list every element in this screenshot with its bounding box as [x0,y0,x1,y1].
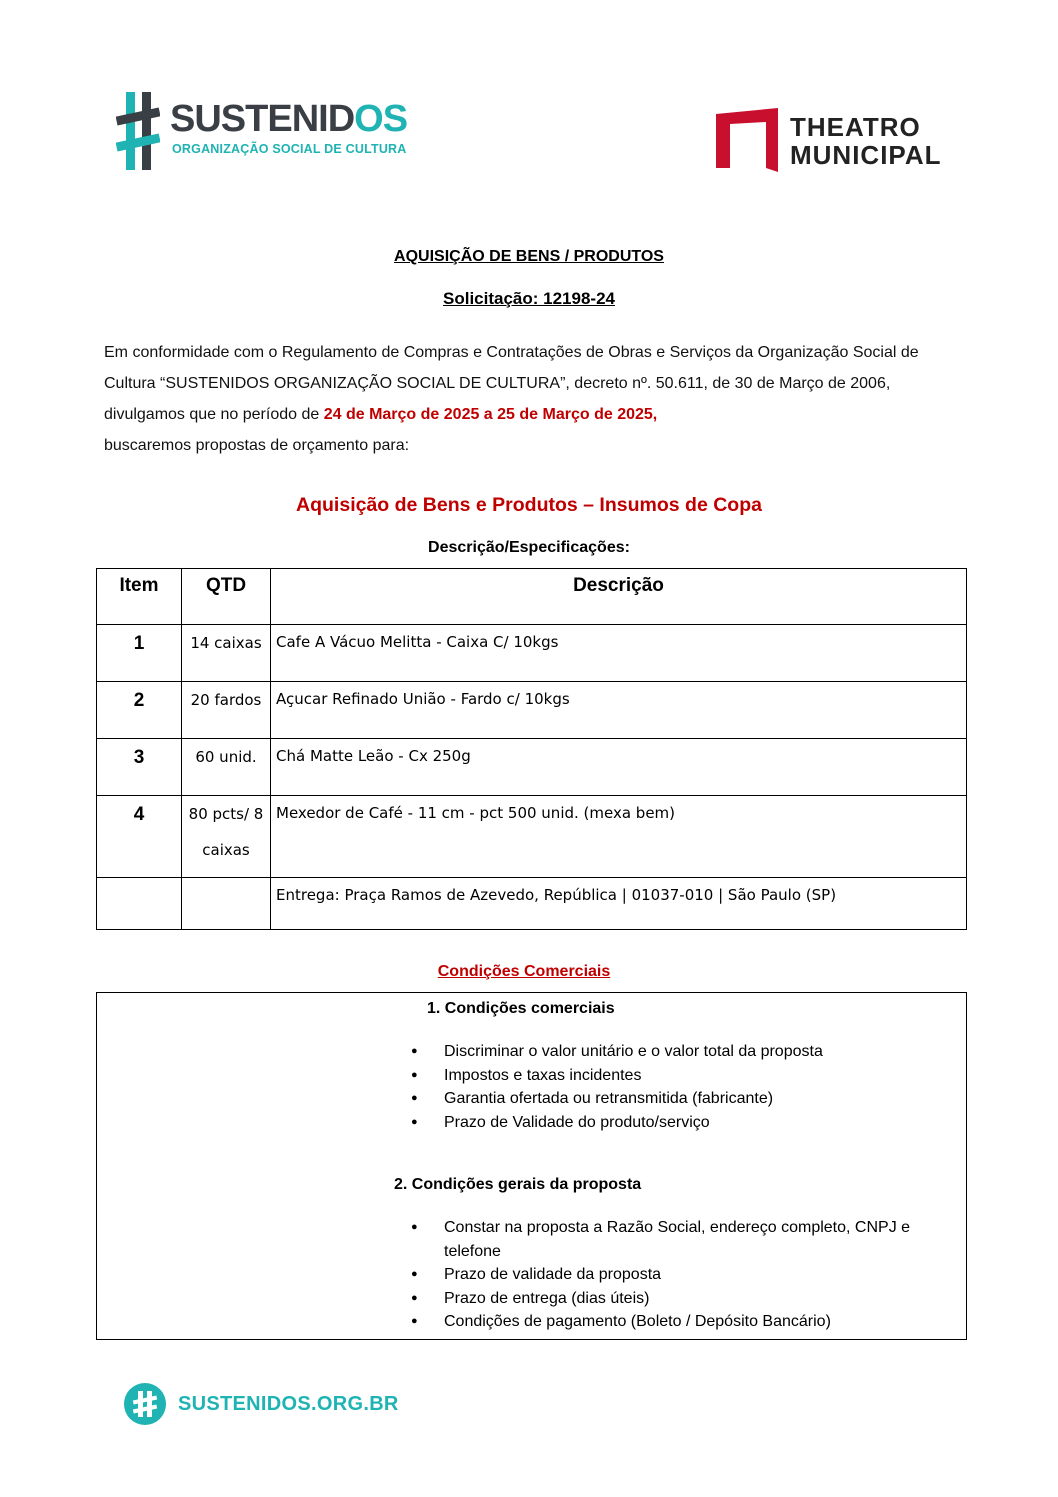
item-number: 4 [97,796,182,878]
item-qtd: 60 unid. [182,739,271,796]
list-item: ● Prazo de validade da proposta [411,1263,951,1287]
hash-logo-icon [116,92,160,170]
conditions-sec2-list [411,1216,951,1334]
description-title: Descrição/Especificações: [428,539,630,556]
sustenidos-wordmark: SUSTENIDOS [170,98,408,140]
table-row [97,625,967,682]
list-item: ● Prazo de Validade do produto/serviço [411,1111,951,1135]
list-item: ● Prazo de entrega (dias úteis) [411,1287,951,1311]
item-desc: Cafe A Vácuo Melitta - Caixa C/ 10kgs [271,625,967,682]
conditions-sec2-title: 2. Condições gerais da proposta [394,1176,642,1193]
footer-logo [124,1383,399,1427]
item-number: 2 [97,682,182,739]
item-desc: Chá Matte Leão - Cx 250g [271,739,967,796]
solicitation-number: Solicitação: 12198-24 [443,289,615,308]
sustenidos-logo [116,92,408,172]
list-item: ● Constar na proposta a Razão Social, endereço completo, CNPJ e telefone [411,1216,951,1263]
conditions-box [96,992,967,1340]
footer-hash-icon [124,1383,166,1425]
theatro-arch-icon [716,108,780,172]
header-item: Item [97,569,182,625]
header-qtd: QTD [182,569,271,625]
table-row [97,682,967,739]
item-qtd: 80 pcts/ 8 caixas [182,796,271,878]
list-item: ● Impostos e taxas incidentes [411,1064,951,1088]
table-row [97,739,967,796]
item-desc: Açucar Refinado União - Fardo c/ 10kgs [271,682,967,739]
delivery-address: Entrega: Praça Ramos de Azevedo, República | 01037-010 | São Paulo (SP) [271,878,967,930]
document-title: AQUISIÇÃO DE BENS / PRODUTOS [394,248,664,265]
item-desc: Mexedor de Café - 11 cm - pct 500 unid. (mexa bem) [271,796,967,878]
theatro-line1: THEATRO [790,112,921,142]
conditions-title: Condições Comerciais [437,963,611,980]
list-item: ● Discriminar o valor unitário e o valor total da proposta [411,1040,951,1064]
item-number: 3 [97,739,182,796]
section-title: Aquisição de Bens e Produtos – Insumos de Copa [296,494,762,516]
intro-paragraph: Em conformidade com o Regulamento de Compras e Contratações de Obras e Serviços da Organização Social de Cultura “SUSTENIDOS ORGANIZAÇÃO SOCIAL DE CULTURA”, decreto nº. 50.611, de 30 de Março de 2006, divulgamos que no período de 24 de Março de 2025 a 25 de Março de 2025, buscaremos propostas de orçamento para: [104,344,919,454]
sustenidos-tagline: ORGANIZAÇÃO SOCIAL DE CULTURA [172,142,407,156]
conditions-sec1-title: 1. Condições comerciais [427,1000,615,1017]
item-qtd: 20 fardos [182,682,271,739]
items-table [96,568,967,930]
list-item: ● Garantia ofertada ou retransmitida (fabricante) [411,1087,951,1111]
item-qtd: 14 caixas [182,625,271,682]
item-number: 1 [97,625,182,682]
header-desc: Descrição [271,569,967,625]
table-row [97,796,967,878]
theatro-municipal-logo [716,108,956,174]
list-item: ● Condições de pagamento (Boleto / Depósito Bancário) [411,1310,951,1334]
conditions-sec1-list [411,1040,951,1134]
period-highlight: 24 de Março de 2025 a 25 de Março de 2025, [323,406,658,423]
delivery-row [97,878,967,930]
footer-site: SUSTENIDOS.ORG.BR [178,1393,399,1415]
theatro-line2: MUNICIPAL [790,140,942,170]
table-header-row [97,569,967,625]
